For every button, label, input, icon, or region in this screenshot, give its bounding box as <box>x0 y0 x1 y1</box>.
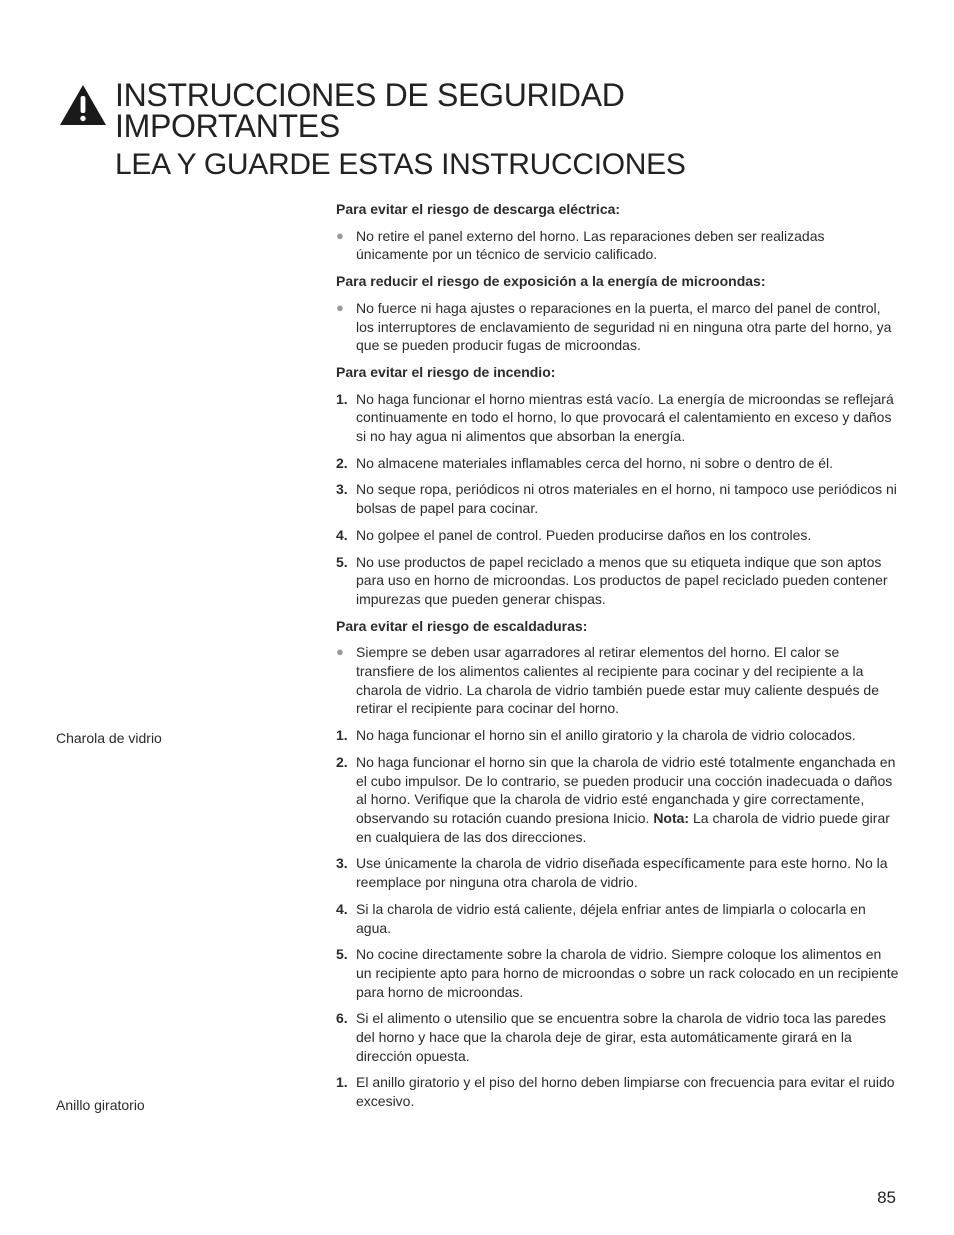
list-item <box>336 753 900 847</box>
page-title <box>115 77 625 144</box>
list-item-text: No fuerce ni haga ajustes o reparaciones en la puerta, el marco del panel de control, los interruptores de enclavamiento de seguridad ni en ninguna otra parte del horno, ya que se pueden producir fugas de microondas. <box>356 299 892 354</box>
section-heading-electric-shock: Para evitar el riesgo de descarga eléctrica: <box>336 201 621 217</box>
list-number: 5. <box>336 553 348 570</box>
note-label: Nota: <box>653 809 690 826</box>
list-item <box>336 526 900 545</box>
list-item-text-with-note <box>356 753 900 847</box>
bullet-icon: ● <box>336 644 344 660</box>
list-number: 5. <box>336 946 348 963</box>
list-item <box>336 480 900 517</box>
list-item <box>336 854 900 891</box>
page-subtitle: LEA Y GUARDE ESTAS INSTRUCCIONES <box>115 148 686 181</box>
list-number: 4. <box>336 900 348 917</box>
list-item-text: No seque ropa, periódicos ni otros materiales en el horno, ni tampoco use periódicos ni bolsas de papel para cocinar. <box>356 481 897 517</box>
title-line-2: IMPORTANTES <box>115 108 340 144</box>
bullet-icon: ● <box>336 299 344 315</box>
list-number: 4. <box>336 526 348 543</box>
list-item <box>336 726 900 745</box>
list-item <box>336 945 900 1001</box>
list-number: 2. <box>336 454 348 471</box>
list-item-text: No almacene materiales inflamables cerca del horno, ni sobre o dentro de él. <box>356 454 834 471</box>
glass-tray-label: Charola de vidrio <box>56 730 162 746</box>
list-number: 1. <box>336 390 348 407</box>
list-item-text: No haga funcionar el horno sin el anillo giratorio y la charola de vidrio colocados. <box>356 727 856 744</box>
list-item <box>336 1009 900 1065</box>
list-number: 2. <box>336 753 348 770</box>
list-item-text: Use únicamente la charola de vidrio diseñada específicamente para este horno. No la reemplace por ninguna otra charola de vidrio. <box>356 855 888 891</box>
list-item-text: No haga funcionar el horno sin que la charola de vidrio esté totalmente enganchada en el cubo impulsor. De lo contrario, se pueden producir una cocción inadecuada o daños al horno. Verifique que la charola de vidrio esté enganchada y gire correctamente, observando su rotación cuando presiona Inicio. <box>356 753 896 826</box>
list-item-text: No use productos de papel reciclado a menos que su etiqueta indique que son aptos para uso en horno de microondas. Los productos de papel reciclado pueden contener impurezas que pueden generar chispas. <box>356 553 888 607</box>
list-item <box>336 553 900 609</box>
list-number: 3. <box>336 855 348 872</box>
list-item-text: El anillo giratorio y el piso del horno deben limpiarse con frecuencia para evitar el ruido excesivo. <box>356 1074 895 1110</box>
list-item <box>336 299 900 355</box>
list-number: 1. <box>336 1074 348 1091</box>
list-item-text: No golpee el panel de control. Pueden producirse daños en los controles. <box>356 526 812 543</box>
section-heading-scalding: Para evitar el riesgo de escaldaduras: <box>336 617 588 634</box>
section-heading-fire: Para evitar el riesgo de incendio: <box>336 363 556 380</box>
bullet-icon: ● <box>336 227 344 243</box>
warning-triangle-icon <box>59 84 107 126</box>
list-item-text: Si el alimento o utensilio que se encuentra sobre la charola de vidrio toca las paredes del horno y hace que la charola deje de girar, esta automáticamente girará en la dirección opuesta. <box>356 1010 886 1064</box>
note-text: La charola de vidrio puede girar en cualquiera de las dos direcciones. <box>356 809 890 845</box>
list-item <box>336 390 900 446</box>
list-item-text: No cocine directamente sobre la charola de vidrio. Siempre coloque los alimentos en un recipiente apto para horno de microondas o sobre un rack colocado en un recipiente para horno de microondas. <box>356 946 899 1000</box>
list-item <box>336 1073 900 1110</box>
list-item <box>336 643 900 718</box>
turntable-ring-label: Anillo giratorio <box>56 1097 145 1113</box>
list-item-text: No retire el panel externo del horno. Las reparaciones deben ser realizadas únicamente por un técnico de servicio calificado. <box>356 227 825 263</box>
list-number: 6. <box>336 1010 348 1027</box>
instructions-content <box>336 200 900 1119</box>
page-number: 85 <box>877 1188 896 1207</box>
list-item <box>336 454 900 473</box>
title-line-1: INSTRUCCIONES DE SEGURIDAD <box>115 77 625 113</box>
list-item <box>336 900 900 937</box>
list-number: 1. <box>336 727 348 744</box>
list-item-text: No haga funcionar el horno mientras está vacío. La energía de microondas se reflejará continuamente en todo el horno, lo que provocará el calentamiento en exceso y daños si no hay agua ni alimentos que absorban la energía. <box>356 390 894 445</box>
list-item-text: Si la charola de vidrio está caliente, déjela enfriar antes de limpiarla o colocarla en agua. <box>356 900 866 936</box>
section-heading-microwave-exposure: Para reducir el riesgo de exposición a la energía de microondas: <box>336 273 766 290</box>
list-number: 3. <box>336 481 348 498</box>
list-item-text: Siempre se deben usar agarradores al retirar elementos del horno. El calor se transfiere de los alimentos calientes al recipiente para cocinar y del recipiente a la charola de vidrio. La charola de vidrio también puede estar muy caliente después de retirar el recipiente para cocinar del horno. <box>356 644 879 717</box>
list-item <box>336 227 900 264</box>
